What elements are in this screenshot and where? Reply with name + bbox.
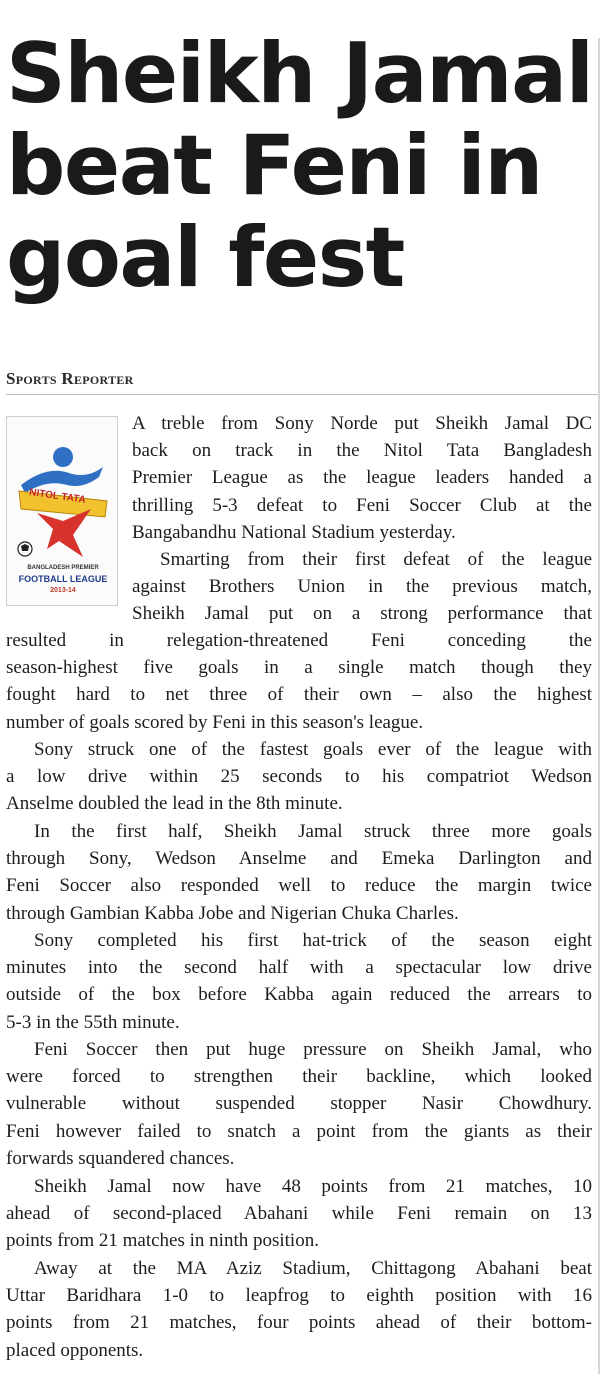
text-line: points from 21 matches in ninth position. [6, 1230, 319, 1252]
text-line: Anselme doubled the lead in the 8th minute. [6, 793, 343, 815]
text-line: Bangabandhu National Stadium yesterday. [132, 521, 456, 543]
text-line: Smarting from their first defeat of the league [160, 549, 592, 570]
text-line: a low drive within 25 seconds to his compatriot Wedson [6, 766, 592, 788]
text-line: Sony completed his first hat-trick of the season eight [34, 930, 592, 951]
headline-line: beat Feni in [6, 117, 542, 214]
logo-caption: FOOTBALL LEAGUE [18, 574, 108, 584]
text-line: resulted in relegation-threatened Feni conceding the [6, 630, 592, 651]
article-paragraph [6, 1036, 592, 1172]
text-line: points from 21 matches, four points ahead of their bottom- [6, 1312, 592, 1334]
article-paragraph [6, 1173, 592, 1255]
text-line: back on track in the Nitol Tata Bangladesh [132, 440, 592, 462]
byline: Sports Reporter [6, 369, 134, 388]
article-paragraph [132, 410, 592, 546]
text-line: ahead of second-placed Abahani while Feni remain on 13 [6, 1203, 592, 1225]
headline [6, 25, 598, 306]
text-line: season-highest five goals in a single match though they [6, 657, 592, 679]
text-line: Uttar Baridhara 1-0 to leapfrog to eighth position with 16 [6, 1285, 592, 1307]
logo-caption: 2013-14 [50, 587, 76, 594]
text-line: Away at the MA Aziz Stadium, Chittagong Abahani beat [34, 1258, 592, 1279]
text-line: Sheikh Jamal now have 48 points from 21 matches, 10 [34, 1176, 592, 1197]
text-line: forwards squandered chances. [6, 1147, 235, 1169]
text-line: Sheikh Jamal put on a strong performance that [132, 603, 592, 625]
logo-caption: BANGLADESH PREMIER [27, 565, 99, 571]
article-paragraph-continued [6, 627, 592, 736]
byline-divider [6, 394, 598, 395]
article-paragraph [132, 546, 592, 628]
text-line: 5-3 in the 55th minute. [6, 1011, 180, 1033]
column-rule [598, 38, 600, 1374]
text-line: minutes into the second half with a spectacular low drive [6, 957, 592, 979]
logo-brand-text: NITOL TATA [28, 487, 87, 506]
article-paragraph [6, 1255, 592, 1364]
headline-line: goal fest [6, 209, 404, 306]
article-paragraph [6, 818, 592, 927]
text-line: Premier League as the league leaders handed a [132, 467, 592, 489]
text-line: thrilling 5-3 defeat to Feni Soccer Club at the [132, 494, 592, 516]
text-line: placed opponents. [6, 1339, 144, 1361]
text-line: In the first half, Sheikh Jamal struck three more goals [34, 821, 592, 842]
article-paragraph [6, 736, 592, 818]
text-line: Feni however failed to snatch a point from the giants as their [6, 1120, 592, 1142]
article-paragraph [6, 927, 592, 1036]
text-line: through Gambian Kabba Jobe and Nigerian Chuka Charles. [6, 902, 459, 924]
text-line: Feni Soccer also responded well to reduce the margin twice [6, 875, 592, 897]
text-line: through Sony, Wedson Anselme and Emeka Darlington and [6, 848, 592, 870]
text-line: outside of the box before Kabba again reduced the arrears to [6, 984, 592, 1006]
text-line: A treble from Sony Norde put Sheikh Jamal DC [132, 413, 592, 434]
text-line: number of goals scored by Feni in this season's league. [6, 711, 424, 733]
headline-line: Sheikh Jamal [6, 25, 593, 122]
text-line: were forced to strengthen their backline, which looked [6, 1066, 592, 1088]
text-line: vulnerable without suspended stopper Nasir Chowdhury. [6, 1093, 592, 1115]
text-line: fought hard to net three of their own – also the highest [6, 684, 592, 706]
league-logo [6, 416, 118, 606]
text-line: against Brothers Union in the previous match, [132, 576, 592, 598]
text-line: Feni Soccer then put huge pressure on Sheikh Jamal, who [34, 1039, 592, 1060]
text-line: Sony struck one of the fastest goals ever of the league with [34, 739, 592, 760]
